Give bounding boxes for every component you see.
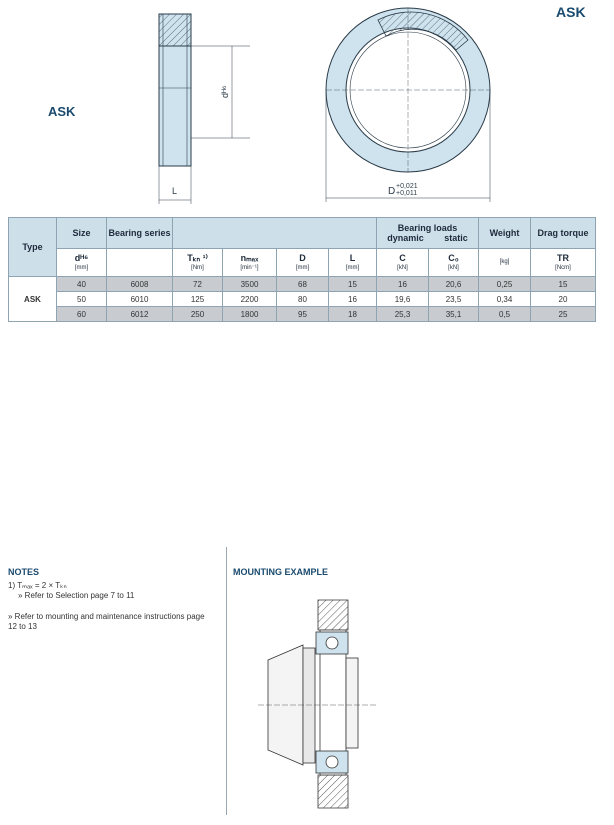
cell-tkn: 250 [173, 307, 223, 322]
side-label: ASK [48, 104, 76, 119]
subheader-row [9, 249, 596, 277]
cell-tr: 25 [531, 307, 596, 322]
notes-title: NOTES [8, 567, 40, 577]
cell-tr: 15 [531, 277, 596, 292]
specification-table [8, 217, 596, 322]
cell-tkn: 125 [173, 292, 223, 307]
cell-d: 68 [277, 277, 329, 292]
cell-c: 16 [377, 277, 429, 292]
static-label: static [444, 233, 468, 243]
cell-weight: 0,34 [479, 292, 531, 307]
type-cell: ASK [9, 277, 57, 322]
mounting-example-drawing [258, 590, 388, 815]
cell-c0: 35,1 [429, 307, 479, 322]
table-row [9, 292, 596, 307]
cell-tkn: 72 [173, 277, 223, 292]
cell-l: 15 [329, 277, 377, 292]
header-bearing-series: Bearing series [107, 218, 173, 249]
note-1-reference: » Refer to Selection page 7 to 11 [18, 591, 135, 600]
header-row [9, 218, 596, 249]
note-1: 1) Tₘₐₓ = 2 × Tₖₙ [8, 581, 67, 590]
dim-outer-label: D [388, 186, 396, 197]
cell-c: 25,3 [377, 307, 429, 322]
sub-tr: TR [Ncm] [531, 249, 596, 277]
cell-tr: 20 [531, 292, 596, 307]
cell-d: 80 [277, 292, 329, 307]
header-type: Type [9, 218, 57, 277]
cell-d: 95 [277, 307, 329, 322]
side-view-drawing [140, 8, 260, 208]
cell-size: 50 [57, 292, 107, 307]
cell-c: 19,6 [377, 292, 429, 307]
dim-bore-label: dᴴ⁶ [220, 85, 230, 98]
dim-outer-tol-upper: +0,021 [396, 183, 418, 190]
sub-c0: C₀ [kN] [429, 249, 479, 277]
table-row [9, 307, 596, 322]
sub-l: L [mm] [329, 249, 377, 277]
cell-c0: 20,6 [429, 277, 479, 292]
cell-bearing-series: 6012 [107, 307, 173, 322]
cell-weight: 0,5 [479, 307, 531, 322]
cell-bearing-series: 6010 [107, 292, 173, 307]
mounting-example-title: MOUNTING EXAMPLE [233, 567, 329, 577]
cell-nmax: 1800 [223, 307, 277, 322]
note-2: » Refer to mounting and maintenance instructions page 12 to 13 [8, 612, 205, 631]
section-divider [226, 547, 227, 815]
sub-tkn: Tₖₙ ¹⁾ [Nm] [173, 249, 223, 277]
cell-size: 40 [57, 277, 107, 292]
table-row [9, 277, 596, 292]
header-drag-torque: Drag torque [531, 218, 596, 249]
sub-weight: [kg] [479, 249, 531, 277]
cell-weight: 0,25 [479, 277, 531, 292]
cell-size: 60 [57, 307, 107, 322]
cell-c0: 23,5 [429, 292, 479, 307]
series-tag: ASK [556, 4, 586, 20]
sub-d: D [mm] [277, 249, 329, 277]
sub-c: C [kN] [377, 249, 429, 277]
header-blank [173, 218, 377, 249]
front-view-drawing [318, 6, 518, 206]
dim-width-label: L [172, 186, 178, 196]
cell-nmax: 3500 [223, 277, 277, 292]
sub-size: dᴴ⁶ [mm] [57, 249, 107, 277]
cell-l: 18 [329, 307, 377, 322]
header-size: Size [57, 218, 107, 249]
bearing-loads-label: Bearing loads [397, 223, 458, 233]
sub-nmax: nₘₐₓ [min⁻¹] [223, 249, 277, 277]
header-bearing-loads [377, 218, 479, 249]
header-weight: Weight [479, 218, 531, 249]
dim-outer-tol-lower: +0,011 [396, 190, 418, 197]
sub-bearing-series [107, 249, 173, 277]
cell-l: 16 [329, 292, 377, 307]
dynamic-label: dynamic [387, 233, 424, 243]
cell-bearing-series: 6008 [107, 277, 173, 292]
cell-nmax: 2200 [223, 292, 277, 307]
